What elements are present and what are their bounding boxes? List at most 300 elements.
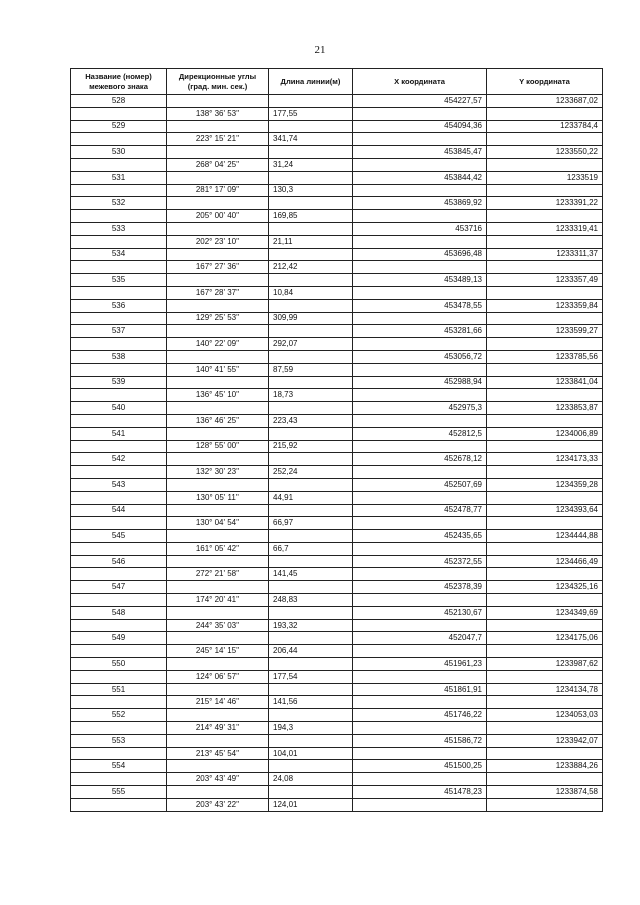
cell-y-coordinate xyxy=(487,261,603,274)
cell-y-coordinate xyxy=(487,210,603,223)
cell-mark-name: 543 xyxy=(71,478,167,491)
cell-y-coordinate: 1233884,26 xyxy=(487,760,603,773)
cell-mark-name: 549 xyxy=(71,632,167,645)
cell-direction-angle xyxy=(167,683,269,696)
cell-mark-name xyxy=(71,389,167,402)
cell-x-coordinate xyxy=(353,261,487,274)
cell-x-coordinate: 454227,57 xyxy=(353,95,487,108)
cell-direction-angle xyxy=(167,709,269,722)
point-row xyxy=(71,606,603,619)
cell-y-coordinate xyxy=(487,670,603,683)
cell-direction-angle xyxy=(167,248,269,261)
cell-x-coordinate: 454094,36 xyxy=(353,120,487,133)
cell-line-length xyxy=(269,171,353,184)
cell-x-coordinate: 453489,13 xyxy=(353,274,487,287)
point-row xyxy=(71,504,603,517)
cell-line-length: 309,99 xyxy=(269,312,353,325)
cell-y-coordinate xyxy=(487,389,603,402)
cell-mark-name: 534 xyxy=(71,248,167,261)
cell-direction-angle: 245° 14' 15'' xyxy=(167,645,269,658)
cell-mark-name: 532 xyxy=(71,197,167,210)
cell-x-coordinate xyxy=(353,312,487,325)
cell-y-coordinate: 1233841,04 xyxy=(487,376,603,389)
point-row xyxy=(71,299,603,312)
cell-y-coordinate: 1233359,84 xyxy=(487,299,603,312)
point-row xyxy=(71,453,603,466)
cell-x-coordinate xyxy=(353,414,487,427)
cell-y-coordinate xyxy=(487,517,603,530)
segment-row xyxy=(71,773,603,786)
segment-row xyxy=(71,389,603,402)
cell-y-coordinate: 1234349,69 xyxy=(487,606,603,619)
cell-line-length: 292,07 xyxy=(269,338,353,351)
cell-direction-angle xyxy=(167,95,269,108)
cell-y-coordinate: 1234444,88 xyxy=(487,530,603,543)
cell-direction-angle xyxy=(167,120,269,133)
cell-line-length xyxy=(269,581,353,594)
cell-direction-angle: 214° 49' 31'' xyxy=(167,722,269,735)
segment-row xyxy=(71,466,603,479)
segment-row xyxy=(71,568,603,581)
cell-mark-name xyxy=(71,210,167,223)
cell-line-length: 10,84 xyxy=(269,286,353,299)
cell-line-length xyxy=(269,197,353,210)
cell-mark-name xyxy=(71,466,167,479)
cell-direction-angle xyxy=(167,734,269,747)
segment-row xyxy=(71,747,603,760)
cell-line-length xyxy=(269,760,353,773)
cell-x-coordinate xyxy=(353,389,487,402)
cell-line-length xyxy=(269,350,353,363)
header-mark-name: Название (номер) межевого знака xyxy=(71,69,167,95)
cell-direction-angle: 202° 23' 10'' xyxy=(167,235,269,248)
point-row xyxy=(71,171,603,184)
cell-mark-name xyxy=(71,722,167,735)
cell-direction-angle: 136° 45' 10'' xyxy=(167,389,269,402)
cell-direction-angle xyxy=(167,453,269,466)
cell-direction-angle: 203° 43' 22'' xyxy=(167,798,269,811)
cell-mark-name xyxy=(71,312,167,325)
header-y-coordinate: Y координата xyxy=(487,69,603,95)
point-row xyxy=(71,248,603,261)
cell-line-length: 124,01 xyxy=(269,798,353,811)
cell-x-coordinate xyxy=(353,619,487,632)
cell-mark-name xyxy=(71,440,167,453)
cell-line-length: 248,83 xyxy=(269,594,353,607)
cell-x-coordinate xyxy=(353,568,487,581)
cell-mark-name xyxy=(71,619,167,632)
cell-mark-name: 555 xyxy=(71,786,167,799)
cell-x-coordinate xyxy=(353,466,487,479)
cell-line-length xyxy=(269,530,353,543)
cell-direction-angle: 205° 00' 40'' xyxy=(167,210,269,223)
cell-x-coordinate: 452435,65 xyxy=(353,530,487,543)
cell-mark-name: 529 xyxy=(71,120,167,133)
cell-x-coordinate: 451861,91 xyxy=(353,683,487,696)
cell-x-coordinate: 452378,39 xyxy=(353,581,487,594)
cell-mark-name xyxy=(71,363,167,376)
cell-direction-angle: 132° 30' 23'' xyxy=(167,466,269,479)
cell-direction-angle xyxy=(167,299,269,312)
cell-line-length xyxy=(269,274,353,287)
point-row xyxy=(71,427,603,440)
cell-x-coordinate xyxy=(353,286,487,299)
cell-direction-angle xyxy=(167,350,269,363)
cell-x-coordinate xyxy=(353,440,487,453)
cell-x-coordinate xyxy=(353,491,487,504)
cell-direction-angle: 124° 06' 57'' xyxy=(167,670,269,683)
cell-direction-angle: 128° 55' 00'' xyxy=(167,440,269,453)
cell-line-length: 169,85 xyxy=(269,210,353,223)
cell-mark-name xyxy=(71,773,167,786)
point-row xyxy=(71,350,603,363)
cell-y-coordinate xyxy=(487,133,603,146)
cell-mark-name xyxy=(71,261,167,274)
point-row xyxy=(71,760,603,773)
cell-x-coordinate xyxy=(353,235,487,248)
cell-mark-name: 540 xyxy=(71,402,167,415)
cell-line-length xyxy=(269,555,353,568)
segment-row xyxy=(71,210,603,223)
cell-y-coordinate xyxy=(487,491,603,504)
cell-direction-angle: 167° 27' 36'' xyxy=(167,261,269,274)
cell-mark-name xyxy=(71,696,167,709)
cell-direction-angle xyxy=(167,632,269,645)
cell-line-length: 104,01 xyxy=(269,747,353,760)
cell-x-coordinate: 453845,47 xyxy=(353,146,487,159)
segment-row xyxy=(71,363,603,376)
cell-x-coordinate xyxy=(353,722,487,735)
cell-y-coordinate: 1233311,37 xyxy=(487,248,603,261)
cell-line-length xyxy=(269,146,353,159)
cell-line-length xyxy=(269,683,353,696)
cell-y-coordinate xyxy=(487,619,603,632)
cell-x-coordinate: 453281,66 xyxy=(353,325,487,338)
cell-mark-name xyxy=(71,235,167,248)
cell-mark-name: 542 xyxy=(71,453,167,466)
cell-y-coordinate xyxy=(487,542,603,555)
cell-x-coordinate: 453844,42 xyxy=(353,171,487,184)
cell-y-coordinate: 1233519 xyxy=(487,171,603,184)
cell-line-length xyxy=(269,427,353,440)
cell-y-coordinate xyxy=(487,696,603,709)
cell-y-coordinate: 1233550,22 xyxy=(487,146,603,159)
cell-x-coordinate: 453478,55 xyxy=(353,299,487,312)
cell-direction-angle xyxy=(167,402,269,415)
page-number: 21 xyxy=(314,44,326,56)
cell-x-coordinate: 452478,77 xyxy=(353,504,487,517)
cell-x-coordinate: 451478,23 xyxy=(353,786,487,799)
cell-y-coordinate: 1234359,28 xyxy=(487,478,603,491)
point-row xyxy=(71,555,603,568)
cell-x-coordinate: 452507,69 xyxy=(353,478,487,491)
cell-y-coordinate: 1233357,49 xyxy=(487,274,603,287)
segment-row xyxy=(71,414,603,427)
cell-line-length: 130,3 xyxy=(269,184,353,197)
cell-y-coordinate: 1234175,06 xyxy=(487,632,603,645)
point-row xyxy=(71,478,603,491)
point-row xyxy=(71,402,603,415)
cell-direction-angle: 223° 15' 21'' xyxy=(167,133,269,146)
cell-x-coordinate xyxy=(353,747,487,760)
cell-line-length: 66,7 xyxy=(269,542,353,555)
cell-y-coordinate: 1234006,89 xyxy=(487,427,603,440)
cell-line-length xyxy=(269,786,353,799)
segment-row xyxy=(71,542,603,555)
cell-x-coordinate xyxy=(353,107,487,120)
segment-row xyxy=(71,696,603,709)
cell-mark-name: 554 xyxy=(71,760,167,773)
cell-y-coordinate: 1233391,22 xyxy=(487,197,603,210)
point-row xyxy=(71,658,603,671)
segment-row xyxy=(71,517,603,530)
cell-y-coordinate xyxy=(487,798,603,811)
cell-y-coordinate xyxy=(487,568,603,581)
cell-x-coordinate xyxy=(353,133,487,146)
cell-line-length: 206,44 xyxy=(269,645,353,658)
cell-y-coordinate xyxy=(487,338,603,351)
cell-y-coordinate xyxy=(487,286,603,299)
cell-direction-angle xyxy=(167,504,269,517)
cell-line-length xyxy=(269,120,353,133)
point-row xyxy=(71,683,603,696)
cell-x-coordinate: 452047,7 xyxy=(353,632,487,645)
cell-x-coordinate xyxy=(353,670,487,683)
cell-line-length: 223,43 xyxy=(269,414,353,427)
cell-mark-name xyxy=(71,158,167,171)
cell-mark-name xyxy=(71,491,167,504)
cell-y-coordinate xyxy=(487,722,603,735)
segment-row xyxy=(71,619,603,632)
cell-mark-name: 552 xyxy=(71,709,167,722)
cell-mark-name xyxy=(71,645,167,658)
cell-y-coordinate xyxy=(487,107,603,120)
cell-line-length: 21,11 xyxy=(269,235,353,248)
segment-row xyxy=(71,670,603,683)
cell-mark-name: 530 xyxy=(71,146,167,159)
cell-direction-angle: 268° 04' 25'' xyxy=(167,158,269,171)
cell-mark-name: 553 xyxy=(71,734,167,747)
point-row xyxy=(71,786,603,799)
point-row xyxy=(71,274,603,287)
point-row xyxy=(71,95,603,108)
cell-line-length xyxy=(269,376,353,389)
point-row xyxy=(71,734,603,747)
cell-x-coordinate xyxy=(353,542,487,555)
cell-mark-name xyxy=(71,594,167,607)
cell-mark-name: 537 xyxy=(71,325,167,338)
cell-direction-angle: 167° 28' 37'' xyxy=(167,286,269,299)
cell-line-length xyxy=(269,632,353,645)
cell-line-length xyxy=(269,658,353,671)
cell-mark-name xyxy=(71,184,167,197)
cell-x-coordinate: 452975,3 xyxy=(353,402,487,415)
segment-row xyxy=(71,594,603,607)
cell-mark-name: 548 xyxy=(71,606,167,619)
cell-line-length: 177,55 xyxy=(269,107,353,120)
cell-line-length: 215,92 xyxy=(269,440,353,453)
cell-x-coordinate xyxy=(353,184,487,197)
cell-line-length xyxy=(269,299,353,312)
cell-mark-name xyxy=(71,568,167,581)
cell-direction-angle xyxy=(167,146,269,159)
cell-x-coordinate: 452988,94 xyxy=(353,376,487,389)
cell-line-length xyxy=(269,709,353,722)
cell-mark-name: 544 xyxy=(71,504,167,517)
cell-y-coordinate: 1234393,64 xyxy=(487,504,603,517)
point-row xyxy=(71,146,603,159)
cell-mark-name: 531 xyxy=(71,171,167,184)
point-row xyxy=(71,120,603,133)
cell-x-coordinate: 452372,55 xyxy=(353,555,487,568)
cell-mark-name: 539 xyxy=(71,376,167,389)
cell-line-length: 141,56 xyxy=(269,696,353,709)
point-row xyxy=(71,709,603,722)
cell-direction-angle xyxy=(167,222,269,235)
cell-mark-name: 551 xyxy=(71,683,167,696)
cell-y-coordinate: 1234466,49 xyxy=(487,555,603,568)
segment-row xyxy=(71,184,603,197)
cell-direction-angle: 136° 46' 25'' xyxy=(167,414,269,427)
cell-line-length: 193,32 xyxy=(269,619,353,632)
cell-x-coordinate xyxy=(353,338,487,351)
segment-row xyxy=(71,286,603,299)
cell-x-coordinate xyxy=(353,773,487,786)
table-header-row xyxy=(71,69,603,95)
cell-x-coordinate: 453056,72 xyxy=(353,350,487,363)
cell-mark-name xyxy=(71,517,167,530)
cell-y-coordinate: 1233319,41 xyxy=(487,222,603,235)
cell-x-coordinate xyxy=(353,517,487,530)
cell-line-length xyxy=(269,325,353,338)
cell-line-length: 44,91 xyxy=(269,491,353,504)
cell-line-length xyxy=(269,734,353,747)
cell-line-length xyxy=(269,248,353,261)
cell-y-coordinate xyxy=(487,594,603,607)
cell-mark-name: 535 xyxy=(71,274,167,287)
cell-y-coordinate xyxy=(487,158,603,171)
cell-line-length: 177,54 xyxy=(269,670,353,683)
point-row xyxy=(71,325,603,338)
cell-direction-angle: 213° 45' 54'' xyxy=(167,747,269,760)
cell-direction-angle: 140° 41' 55'' xyxy=(167,363,269,376)
cell-mark-name xyxy=(71,107,167,120)
cell-line-length: 194,3 xyxy=(269,722,353,735)
cell-x-coordinate xyxy=(353,645,487,658)
segment-row xyxy=(71,235,603,248)
cell-y-coordinate: 1233987,62 xyxy=(487,658,603,671)
cell-x-coordinate: 452812,5 xyxy=(353,427,487,440)
cell-mark-name: 545 xyxy=(71,530,167,543)
cell-y-coordinate: 1233687,02 xyxy=(487,95,603,108)
cell-y-coordinate: 1234134,78 xyxy=(487,683,603,696)
cell-y-coordinate: 1233599,27 xyxy=(487,325,603,338)
cell-line-length: 141,45 xyxy=(269,568,353,581)
segment-row xyxy=(71,338,603,351)
table-body xyxy=(71,95,603,812)
cell-direction-angle: 161° 05' 42'' xyxy=(167,542,269,555)
cell-direction-angle: 174° 20' 41'' xyxy=(167,594,269,607)
cell-direction-angle xyxy=(167,760,269,773)
cell-direction-angle xyxy=(167,606,269,619)
cell-direction-angle xyxy=(167,376,269,389)
point-row xyxy=(71,632,603,645)
point-row xyxy=(71,530,603,543)
segment-row xyxy=(71,133,603,146)
cell-line-length xyxy=(269,95,353,108)
cell-y-coordinate xyxy=(487,363,603,376)
segment-row xyxy=(71,158,603,171)
segment-row xyxy=(71,440,603,453)
cell-y-coordinate xyxy=(487,235,603,248)
point-row xyxy=(71,581,603,594)
cell-line-length: 66,97 xyxy=(269,517,353,530)
segment-row xyxy=(71,312,603,325)
cell-direction-angle xyxy=(167,581,269,594)
boundary-coordinates-table xyxy=(70,68,603,812)
header-x-coordinate: X координата xyxy=(353,69,487,95)
cell-direction-angle xyxy=(167,427,269,440)
cell-mark-name xyxy=(71,542,167,555)
cell-direction-angle xyxy=(167,786,269,799)
cell-direction-angle: 130° 04' 54'' xyxy=(167,517,269,530)
cell-direction-angle: 203° 43' 49'' xyxy=(167,773,269,786)
cell-mark-name xyxy=(71,414,167,427)
cell-mark-name: 533 xyxy=(71,222,167,235)
cell-x-coordinate: 452678,12 xyxy=(353,453,487,466)
cell-direction-angle xyxy=(167,274,269,287)
cell-y-coordinate: 1233853,87 xyxy=(487,402,603,415)
cell-line-length: 341,74 xyxy=(269,133,353,146)
segment-row xyxy=(71,261,603,274)
cell-y-coordinate: 1234053,03 xyxy=(487,709,603,722)
cell-line-length: 31,24 xyxy=(269,158,353,171)
cell-direction-angle xyxy=(167,658,269,671)
cell-y-coordinate xyxy=(487,645,603,658)
cell-y-coordinate: 1234325,16 xyxy=(487,581,603,594)
cell-x-coordinate: 451961,23 xyxy=(353,658,487,671)
cell-mark-name xyxy=(71,747,167,760)
point-row xyxy=(71,376,603,389)
cell-line-length xyxy=(269,222,353,235)
cell-mark-name xyxy=(71,133,167,146)
cell-line-length: 24,08 xyxy=(269,773,353,786)
cell-mark-name: 538 xyxy=(71,350,167,363)
cell-direction-angle: 272° 21' 58'' xyxy=(167,568,269,581)
cell-line-length xyxy=(269,402,353,415)
cell-x-coordinate xyxy=(353,363,487,376)
point-row xyxy=(71,197,603,210)
segment-row xyxy=(71,107,603,120)
cell-x-coordinate xyxy=(353,594,487,607)
cell-x-coordinate: 451746,22 xyxy=(353,709,487,722)
cell-direction-angle: 215° 14' 46'' xyxy=(167,696,269,709)
cell-direction-angle: 244° 35' 03'' xyxy=(167,619,269,632)
cell-y-coordinate: 1234173,33 xyxy=(487,453,603,466)
cell-line-length xyxy=(269,504,353,517)
cell-mark-name: 550 xyxy=(71,658,167,671)
cell-direction-angle xyxy=(167,478,269,491)
header-direction-angle: Дирекционные углы (град. мин. сек.) xyxy=(167,69,269,95)
cell-x-coordinate xyxy=(353,798,487,811)
cell-direction-angle xyxy=(167,325,269,338)
header-line-length: Длина линии(м) xyxy=(269,69,353,95)
cell-y-coordinate: 1233785,56 xyxy=(487,350,603,363)
cell-direction-angle xyxy=(167,555,269,568)
point-row xyxy=(71,222,603,235)
cell-x-coordinate xyxy=(353,210,487,223)
cell-line-length: 212,42 xyxy=(269,261,353,274)
